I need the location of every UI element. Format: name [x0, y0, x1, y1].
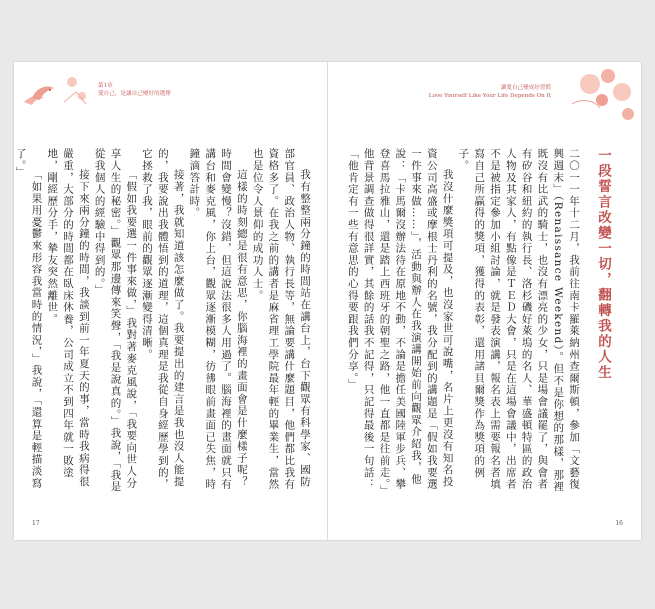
paragraph: 接下來兩分鐘的時間，我談到前一年夏天的事，當時我病得很嚴重，大部分的時間都在臥床休養，公司成立不到四年就一敗塗地，剛經歷分手，摯友突然離世。 — [46, 148, 90, 488]
book-spread — [14, 62, 641, 540]
book-subtitle: Love Yourself Like Your Life Depends On It — [428, 93, 551, 99]
left-page-number: 17 — [32, 520, 40, 527]
chapter-title: 愛自己，是讓自己變好的選擇 — [98, 91, 171, 97]
left-page-body — [14, 148, 312, 493]
bird-flower-decoration-left — [20, 68, 92, 114]
left-page-header — [98, 82, 171, 98]
page-gutter — [327, 62, 328, 540]
paragraph: 我沒什麼獎項可提及，也沒家世可說嘴，名片上更沒有知名投資公司高盛或摩根士丹利的名號，我分配到的講題是「假如我要選一件事來做……」，活動與辦人在我演講開始前向觀眾介紹我，他說：「卡馬爾沒辦法待在原地不動，不論是擔任美國陸軍步兵、攀登喜馬拉雅山，還是踏上西班牙的朝聖之路，他一直都是往前走。」他背景調查做得很詳實，其餘的話我不記得，只記得最後一句話：「他肯定有一些有意思的心得要跟我們分享。」 — [346, 148, 454, 492]
right-page-body — [346, 148, 581, 493]
section-heading: 一段誓言改變一切，翻轉我的人生 — [595, 148, 611, 381]
chapter-label: 第1章 — [98, 83, 113, 89]
book-title: 讓愛自己變成好習慣 — [500, 85, 551, 91]
right-page-header — [429, 84, 551, 100]
paragraph: 接著，我就知道該怎麼做了。我要提出的建言是我也沒人能提的，我要說出我體悟到的道理，這個真理是我從自身經歷學到的，它拯救了我，眼前的觀眾逐漸變得清晰。 — [141, 148, 185, 491]
paragraph: 我有整整兩分鐘的時間站在講台上，台下觀眾有科學家、國防部官員、政治人物、執行長等，無論要講什麼題目，他們都比我有資格多了。在我之前的講者是麻省理工學院最年輕的畢業生，當然也是位令人景仰的成功人士。 — [251, 148, 311, 491]
paragraph: 「假如我要選一件事來做，」我對著麥克風說，「我要向世人分享人生的秘密。」觀眾那邊傳來笑聲，「我是說真的。」我說，「我是從我個人的經驗中得到的。」 — [93, 148, 138, 493]
paragraph: 「如果用憂鬱來形容我當時的情況，」我說，「還算是輕描淡寫了。」 — [14, 148, 43, 489]
right-page-number: 16 — [615, 520, 623, 527]
paragraph: 這樣的時刻總是很有意思，你腦海裡的畫面會是什麼樣子呢？時間會變慢？沒錯，但這說法很多人用過了。腦海裡的畫面就只有講台和麥克風，你上台，觀眾逐漸模糊，彷彿眼前畫面已失焦，時鐘滴答計時。 — [188, 148, 248, 491]
flower-decoration-right — [542, 64, 637, 130]
paragraph: 二〇一一年十二月，我前往南卡羅萊納州查爾斯頓，參加「文藝復興週末」（Renaissance Weekend）。但不是你想的那樣，那裡既沒有比武的騎士，也沒有漂亮的少女，只是場會議罷了，與會者有矽谷和紐約的執行長、洛杉磯好萊塢的名人、華盛頓特區的政治人物及其家人，有點像是ＴＥＤ大會，只是在這場會議中，出席者不是被指定參加小組討論，就是發表演講，報名表上需要報名者填寫自己所贏得的獎項，獲得的表彰，還用諸貝爾獎作為獎項的例子。 — [457, 148, 580, 493]
